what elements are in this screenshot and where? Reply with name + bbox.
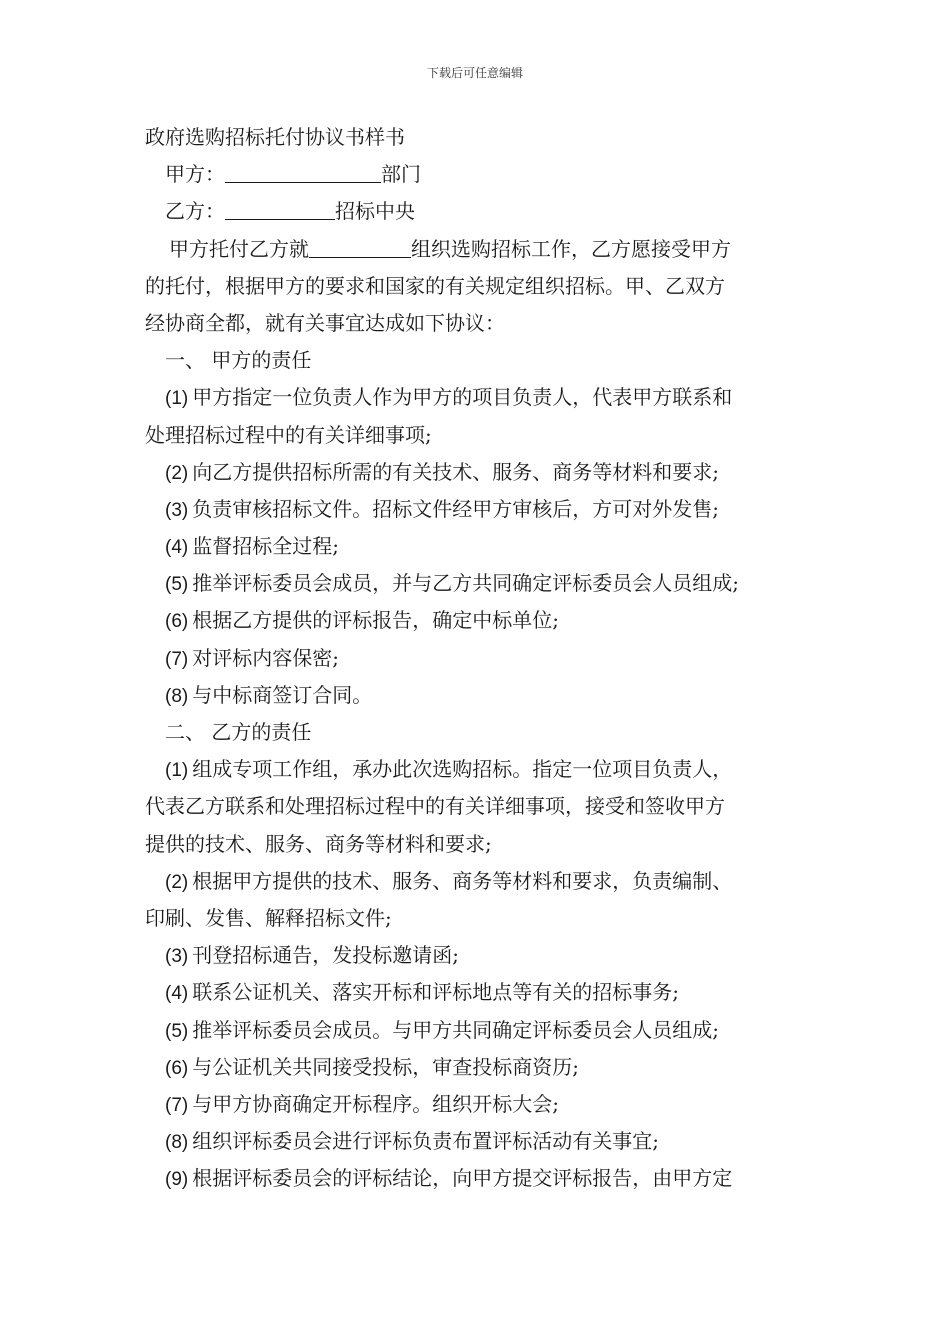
item-number: (2) [165, 462, 189, 484]
list-item-line [145, 491, 807, 528]
item-text: 联系公证机关、落实开标和评标地点等有关的招标事务; [192, 980, 679, 1005]
item-number: (2) [165, 871, 189, 893]
item-number: (7) [165, 1094, 189, 1116]
party-a-suffix: 部门 [381, 162, 421, 187]
section2-items [145, 751, 807, 1197]
list-item-line [145, 900, 807, 937]
item-text: 推举评标委员会成员。与甲方共同确定评标委员会人员组成; [192, 1017, 719, 1042]
list-item-line [145, 863, 807, 900]
document-body [145, 119, 807, 1197]
party-b-suffix: 招标中央 [335, 199, 415, 224]
list-item-line [145, 1123, 807, 1160]
list-item-line [145, 602, 807, 639]
item-number: (8) [165, 1132, 189, 1154]
item-text: 根据甲方提供的技术、服务、商务等材料和要求，负责编制、 [192, 868, 733, 893]
item-number: (9) [165, 1169, 189, 1191]
list-item-line [145, 677, 807, 714]
item-text: 刊登招标通告，发投标邀请函; [192, 943, 459, 968]
item-text: 甲方指定一位负责人作为甲方的项目负责人，代表甲方联系和 [192, 385, 733, 410]
party-b-label: 乙方： [165, 199, 225, 224]
intro-text: 甲方托付乙方就 [169, 236, 309, 261]
item-text: 根据乙方提供的评标报告，确定中标单位; [192, 608, 559, 633]
party-b-blank [225, 195, 335, 220]
party-b-line [145, 193, 807, 230]
item-number: (7) [165, 648, 189, 670]
project-blank [309, 233, 411, 258]
item-text: 与公证机关共同接受投标，审查投标商资历; [192, 1054, 579, 1079]
item-number: (3) [165, 946, 189, 968]
list-item-line [145, 1012, 807, 1049]
party-a-label: 甲方： [165, 162, 225, 187]
item-number: (6) [165, 611, 189, 633]
item-number: (6) [165, 1057, 189, 1079]
list-item-line [145, 1160, 807, 1197]
item-number: (4) [165, 983, 189, 1005]
list-item-line [145, 379, 807, 416]
item-number: (1) [165, 760, 189, 782]
item-text: 与甲方协商确定开标程序。组织开标大会; [192, 1091, 559, 1116]
item-number: (8) [165, 685, 189, 707]
item-text: 代表乙方联系和处理招标过程中的有关详细事项，接受和签收甲方 [145, 794, 725, 819]
intro-line-1 [145, 231, 807, 268]
list-item-line [145, 937, 807, 974]
section1-items [145, 379, 807, 714]
item-text: 组成专项工作组，承办此次选购招标。指定一位项目负责人， [192, 757, 733, 782]
item-text: 向乙方提供招标所需的有关技术、服务、商务等材料和要求; [192, 459, 719, 484]
item-text: 提供的技术、服务、商务等材料和要求; [145, 831, 492, 856]
item-number: (4) [165, 537, 189, 559]
list-item-line [145, 788, 807, 825]
list-item-line [145, 565, 807, 602]
list-item-line [145, 974, 807, 1011]
party-a-blank [225, 158, 381, 183]
list-item-line [145, 454, 807, 491]
item-text: 监督招标全过程; [192, 534, 339, 559]
list-item-line [145, 528, 807, 565]
party-a-line [145, 156, 807, 193]
item-number: (3) [165, 499, 189, 521]
intro-text: 组织选购招标工作，乙方愿接受甲方 [411, 236, 731, 261]
item-text: 负责审核招标文件。招标文件经甲方审核后，方可对外发售; [192, 496, 719, 521]
list-item-line [145, 417, 807, 454]
intro-line-2: 的托付，根据甲方的要求和国家的有关规定组织招标。甲、乙双方 [145, 273, 725, 298]
item-text: 印刷、发售、解释招标文件; [145, 905, 392, 930]
list-item-line [145, 640, 807, 677]
document-title: 政府选购招标托付协议书样书 [145, 125, 405, 149]
section2-heading: 二、 乙方的责任 [165, 720, 312, 744]
list-item-line [145, 1049, 807, 1086]
list-item-line [145, 1086, 807, 1123]
section1-heading: 一、 甲方的责任 [165, 348, 312, 373]
item-text: 处理招标过程中的有关详细事项; [145, 422, 432, 447]
list-item-line [145, 826, 807, 863]
item-number: (5) [165, 1020, 189, 1042]
item-number: (5) [165, 574, 189, 596]
item-text: 推举评标委员会成员，并与乙方共同确定评标委员会人员组成; [192, 571, 739, 596]
page-header: 下载后可任意编辑 [426, 66, 523, 80]
item-number: (1) [165, 388, 189, 410]
item-text: 与中标商签订合同。 [192, 682, 373, 707]
item-text: 对评标内容保密; [192, 645, 339, 670]
list-item-line [145, 751, 807, 788]
item-text: 根据评标委员会的评标结论，向甲方提交评标报告，由甲方定 [192, 1166, 733, 1191]
item-text: 组织评标委员会进行评标负责布置评标活动有关事宜; [192, 1129, 659, 1154]
intro-line-3: 经协商全都，就有关事宜达成如下协议： [145, 310, 505, 335]
